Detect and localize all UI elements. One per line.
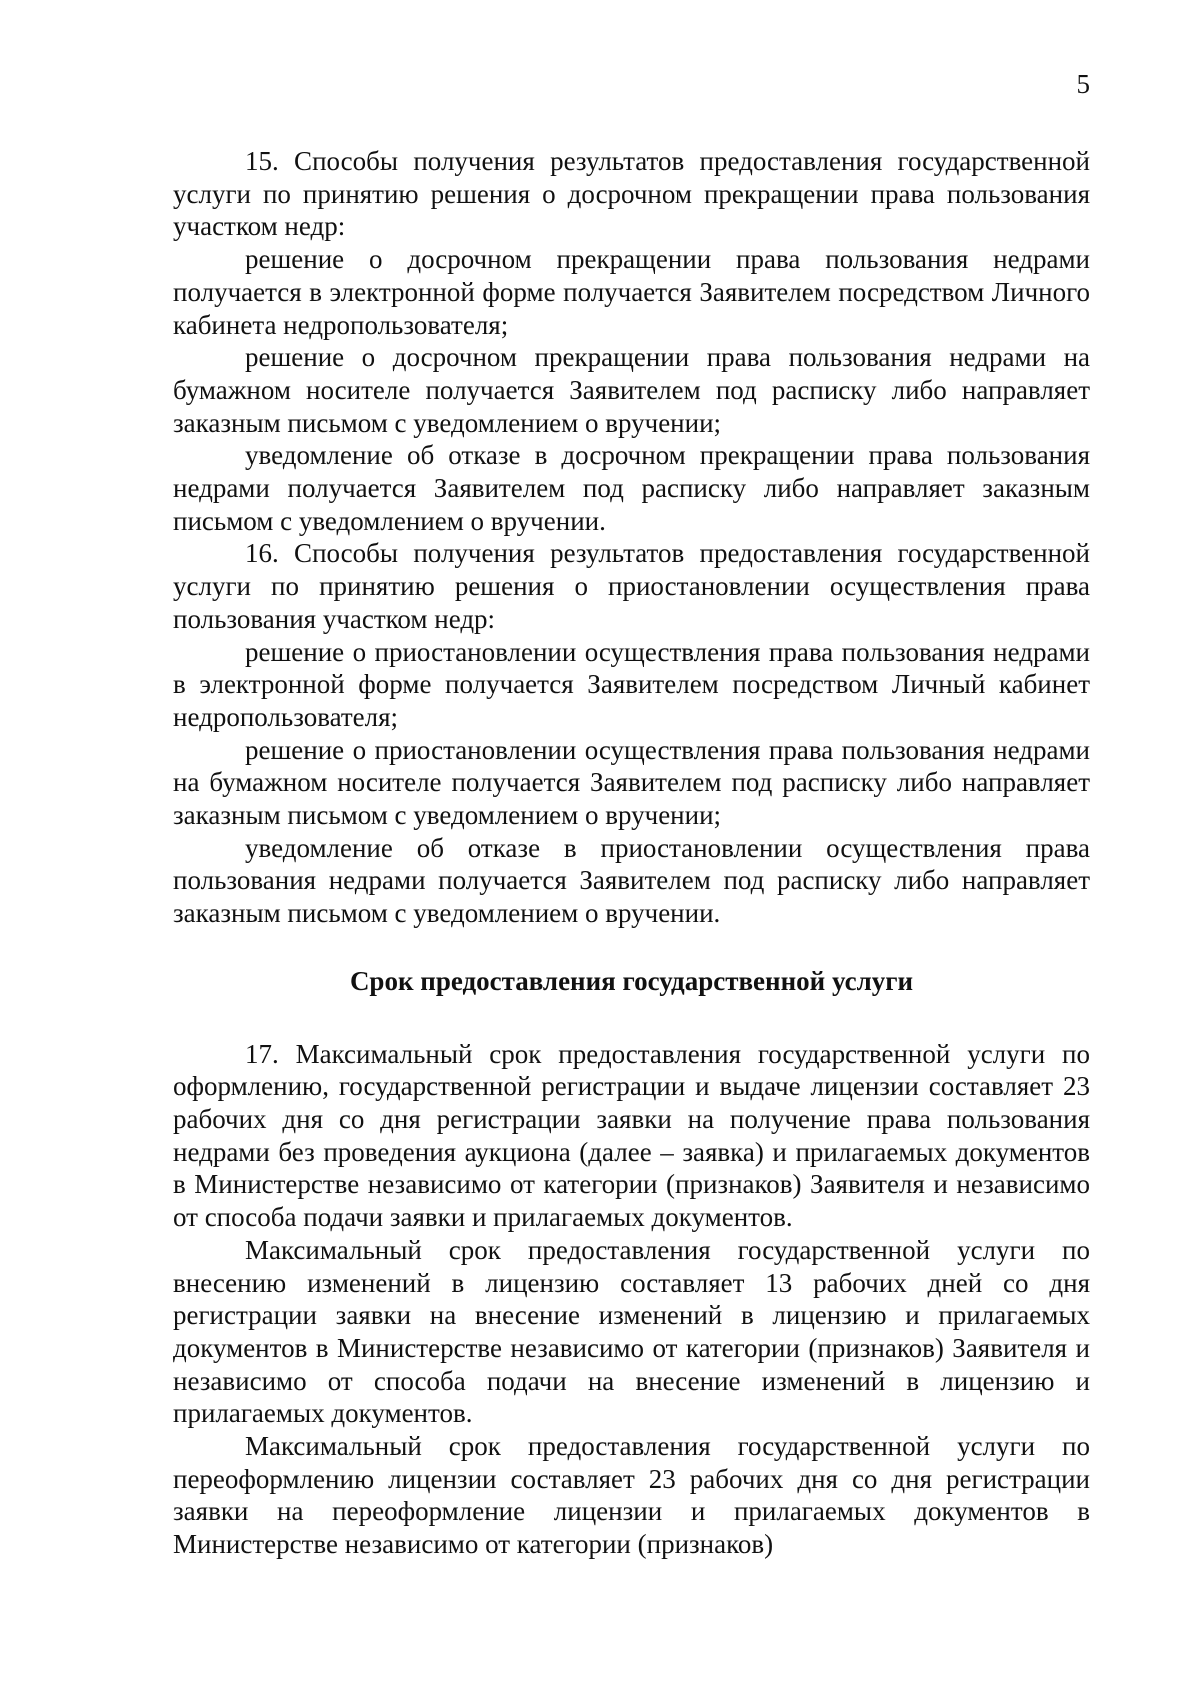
paragraph-15: 15. Способы получения результатов предоставления государственной услуги по принятию решения о досрочном прекращении права пользования участком недр: <box>173 146 1090 242</box>
section-heading: Срок предоставления государственной услуги <box>349 965 914 996</box>
paragraph-15-item-refusal: уведомление об отказе в досрочном прекращении права пользования недрами получается Заявителем под расписку либо направляет заказным письмом с уведомлением о вручении. <box>173 440 1090 536</box>
paragraph-17-license-changes: Максимальный срок предоставления государственной услуги по внесению изменений в лицензию составляет 13 рабочих дней со дня регистрации заявки на внесение изменений в лицензию и прилагаемых документов в Министерстве независимо от категории (признаков) Заявителя и независимо от способа подачи на внесение изменений в лицензию и прилагаемых документов. <box>173 1234 1090 1429</box>
document-body <box>173 145 1090 1561</box>
paragraph-16: 16. Способы получения результатов предоставления государственной услуги по принятию решения о приостановлении осуществления права пользования участком недр: <box>173 538 1090 634</box>
paragraph-17-license-reissue: Максимальный срок предоставления государственной услуги по переоформлению лицензии составляет 23 рабочих дня со дня регистрации заявки на переоформление лицензии и прилагаемых документов в Министерстве независимо от категории (признаков) <box>173 1431 1090 1560</box>
paragraph-16-item-electronic: решение о приостановлении осуществления права пользования недрами в электронной форме получается Заявителем посредством Личный кабинет недропользователя; <box>173 636 1090 732</box>
paragraph-16-item-paper: решение о приостановлении осуществления права пользования недрами на бумажном носителе получается Заявителем под расписку либо направляет заказным письмом с уведомлением о вручении; <box>173 734 1090 831</box>
paragraph-16-item-refusal: уведомление об отказе в приостановлении осуществления права пользования недрами получается Заявителем под расписку либо направляет заказным письмом с уведомлением о вручении. <box>173 832 1090 929</box>
page-number: 5 <box>1076 69 1090 99</box>
paragraph-17: 17. Максимальный срок предоставления государственной услуги по оформлению, государственной регистрации и выдаче лицензии составляет 23 рабочих дня со дня регистрации заявки на получение права пользования недрами без проведения аукциона (далее – заявка) и прилагаемых документов в Министерстве независимо от категории (признаков) Заявителя и независимо от способа подачи заявки и прилагаемых документов. <box>173 1038 1090 1233</box>
paragraph-15-item-electronic: решение о досрочном прекращении права пользования недрами получается в электронной форме получается Заявителем посредством Личного кабинета недропользователя; <box>173 244 1090 340</box>
paragraph-15-item-paper: решение о досрочном прекращении права пользования недрами на бумажном носителе получается Заявителем под расписку либо направляет заказным письмом с уведомлением о вручении; <box>173 342 1090 438</box>
